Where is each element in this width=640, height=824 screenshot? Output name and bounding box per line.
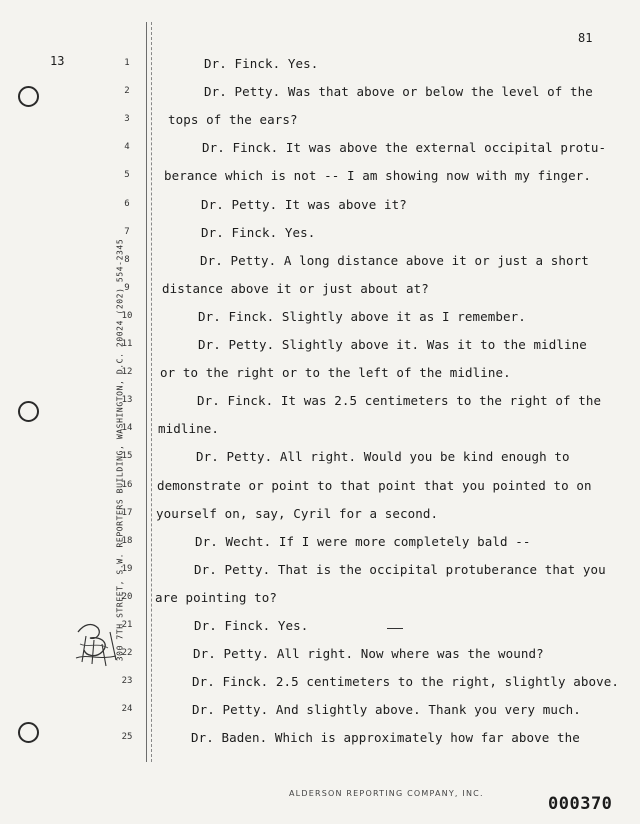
- transcript-line: Dr. Petty. And slightly above. Thank you very much.: [192, 702, 581, 717]
- line-number: 23: [121, 676, 133, 686]
- transcript-line: Dr. Petty. A long distance above it or just a short: [200, 253, 589, 268]
- transcript-line: Dr. Petty. It was above it?: [201, 197, 407, 212]
- line-number: 14: [121, 423, 133, 433]
- transcript-line: demonstrate or point to that point that you pointed to on: [157, 478, 592, 493]
- transcript-line: Dr. Petty. Was that above or below the level of the: [204, 84, 593, 99]
- transcript-line: Dr. Finck. It was 2.5 centimeters to the right of the: [197, 393, 602, 408]
- reporting-company-footer: ALDERSON REPORTING COMPANY, INC.: [289, 789, 484, 798]
- transcript-line: Dr. Baden. Which is approximately how far above the: [191, 730, 580, 745]
- transcript-line: Dr. Finck. Yes.: [201, 225, 316, 240]
- transcript-line: Dr. Petty. All right. Would you be kind enough to: [196, 449, 570, 464]
- binder-hole-top: [18, 86, 39, 107]
- line-number: 15: [121, 451, 133, 461]
- transcript-line: are pointing to?: [155, 590, 278, 605]
- transcript-line: midline.: [158, 421, 220, 436]
- line-number: 2: [124, 86, 130, 96]
- line-number: 11: [121, 339, 133, 349]
- side-page-number: 13: [50, 54, 65, 68]
- transcript-line: yourself on, say, Cyril for a second.: [156, 506, 439, 521]
- line-number: 24: [121, 704, 133, 714]
- transcript-line: Dr. Petty. All right. Now where was the wound?: [193, 646, 544, 661]
- binder-hole-bottom: [18, 722, 39, 743]
- line-number: 10: [121, 311, 133, 321]
- line-number: 7: [124, 227, 130, 237]
- line-number: 20: [121, 592, 133, 602]
- line-number: 17: [121, 508, 133, 518]
- transcript-line: or to the right or to the left of the midline.: [160, 365, 511, 380]
- binder-hole-middle: [18, 401, 39, 422]
- handwritten-initials-mark: [72, 614, 120, 670]
- transcript-line: distance above it or just about at?: [162, 281, 429, 296]
- page-number: 81: [578, 31, 593, 45]
- reporter-address-vertical: 300 7TH STREET, S.W. REPORTERS BUILDING, WASHINGTON, D.C. 20024 (202) 554-2345: [115, 238, 125, 662]
- pen-mark: [387, 628, 403, 629]
- transcript-line: Dr. Finck. Slightly above it as I remember.: [198, 309, 526, 324]
- margin-rule-dashed: [151, 22, 152, 762]
- line-number: 6: [124, 199, 130, 209]
- transcript-line: Dr. Finck. Yes.: [204, 56, 319, 71]
- line-number: 13: [121, 395, 133, 405]
- transcript-line: Dr. Petty. Slightly above it. Was it to the midline: [198, 337, 587, 352]
- line-number: 12: [121, 367, 133, 377]
- transcript-line: Dr. Petty. That is the occipital protuberance that you: [194, 562, 606, 577]
- line-number: 16: [121, 480, 133, 490]
- transcript-line: berance which is not -- I am showing now with my finger.: [164, 168, 592, 183]
- line-number: 9: [124, 283, 130, 293]
- transcript-line: Dr. Finck. Yes.: [194, 618, 309, 633]
- transcript-line: tops of the ears?: [168, 112, 298, 127]
- line-number: 8: [124, 255, 130, 265]
- line-number: 4: [124, 142, 130, 152]
- line-number: 25: [121, 732, 133, 742]
- bates-number: 000370: [548, 794, 613, 814]
- line-number: 19: [121, 564, 133, 574]
- line-number: 18: [121, 536, 133, 546]
- line-number: 1: [124, 58, 130, 68]
- transcript-line: Dr. Finck. 2.5 centimeters to the right, slightly above.: [192, 674, 620, 689]
- line-number: 5: [124, 170, 130, 180]
- line-number: 3: [124, 114, 130, 124]
- transcript-line: Dr. Wecht. If I were more completely bald --: [195, 534, 531, 549]
- line-number: 22: [121, 648, 133, 658]
- line-number: 21: [121, 620, 133, 630]
- transcript-line: Dr. Finck. It was above the external occipital protu-: [202, 140, 607, 155]
- margin-rule-left: [146, 22, 147, 762]
